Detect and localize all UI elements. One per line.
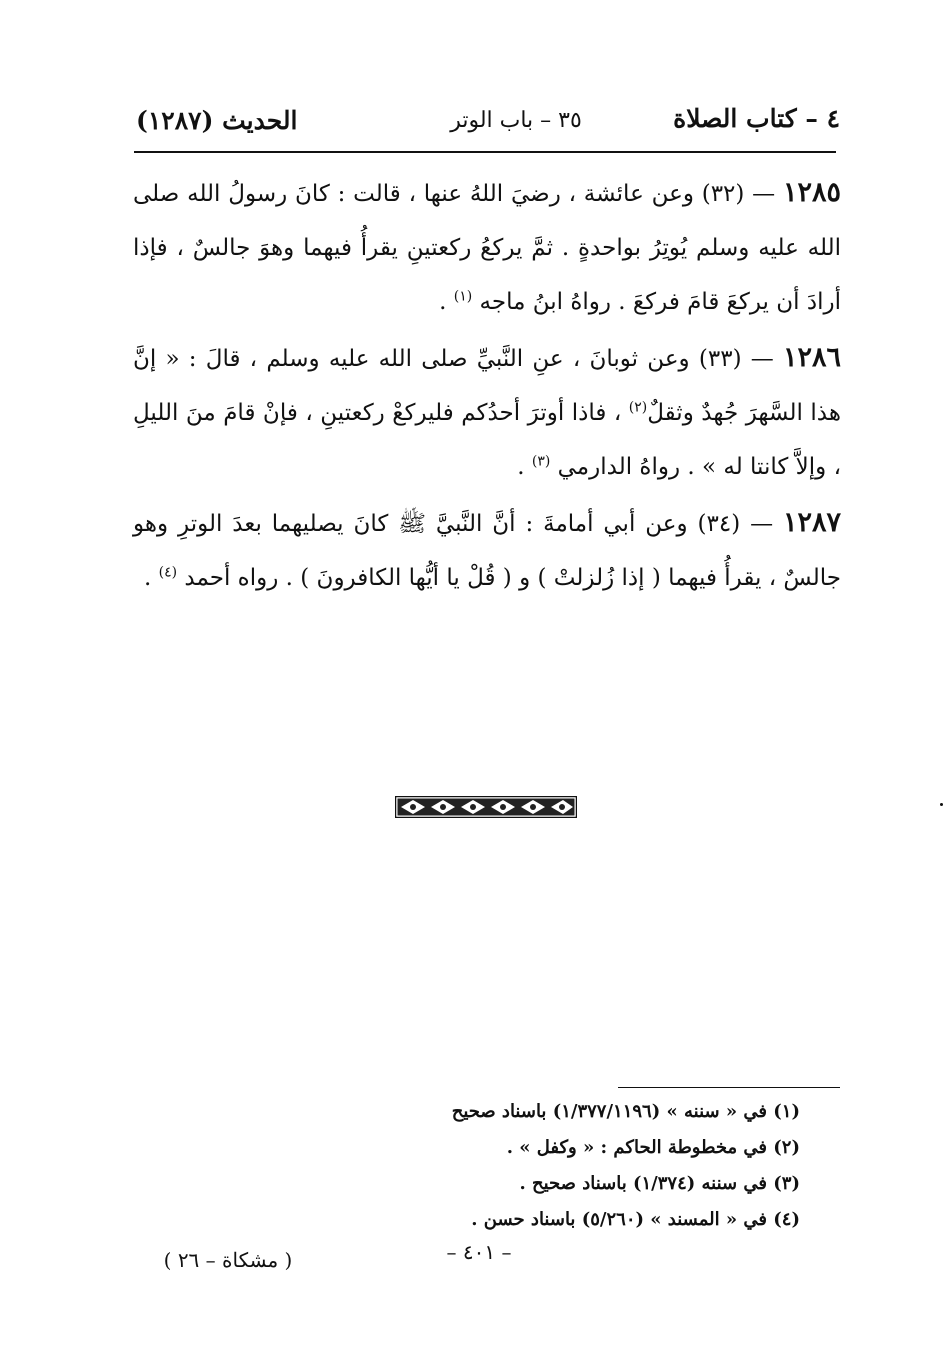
- running-header: [136, 98, 840, 144]
- page-speck: [940, 803, 943, 806]
- hadith-1286: [133, 331, 841, 494]
- footnote-4: (٤) في « المسند » (٥/٢٦٠) باسناد حسن .: [471, 1209, 800, 1230]
- hadith-tail: .: [517, 454, 532, 480]
- signature-mark: ( مشكاة – ٢٦ ): [163, 1248, 293, 1272]
- page-number: – ٤٠١ –: [446, 1240, 512, 1264]
- header-rule: [134, 151, 836, 153]
- hadith-number: ١٢٨٧: [782, 507, 841, 538]
- hadith-tail: .: [143, 565, 159, 591]
- footnote-1: (١) في « سننه » (١/٣٧٧/١١٩٦) باسناد صحيح: [451, 1101, 800, 1122]
- footnote-ref: (٤): [158, 564, 178, 581]
- hadith-tail: .: [439, 289, 454, 315]
- footnote-2: (٢) في مخطوطة الحاكم : « وكفل » .: [506, 1137, 800, 1158]
- hadith-1287: [133, 496, 841, 605]
- hadith-tail: ، فاذا أوترَ أحدُكم فليركعْ ركعتينِ ، فإنْ قامَ منَ الليلِ ، وإلاَّ كانتا له » . رواهُ الدارمي: [133, 400, 841, 480]
- hadith-text: — (٣٤) وعن أبي أمامةَ : أنَّ النَّبيَّ ﷺ كانَ يصليهما بعدَ الوترِ وهو جالسٌ ، يقرأُ فيهما ( إذا زُلزلتْ ) و ( قُلْ يا أيُّها الكافرونَ ) . رواه أحمد: [133, 511, 841, 591]
- header-section-title: ٣٥ – باب الوتر: [450, 108, 582, 133]
- footnote-rule: [618, 1087, 840, 1088]
- header-chapter-title: ٤ – كتاب الصلاة: [673, 104, 840, 133]
- footnote-ref: (١): [453, 288, 473, 305]
- hadith-number: ١٢٨٥: [782, 177, 841, 208]
- hadith-number: ١٢٨٦: [782, 342, 841, 373]
- footnote-ref: (٢): [628, 399, 648, 416]
- footnote-3: (٣) في سننه (١/٣٧٤) باسناد صحيح .: [519, 1173, 800, 1194]
- hadith-text: — (٣٢) وعن عائشة ، رضيَ اللهُ عنها ، قالت : كانَ رسولُ الله صلى الله عليه وسلم يُوتِرُ بواحدةٍ . ثمَّ يركعُ ركعتينِ يقرأُ فيهما وهوَ جالسٌ ، فإذا أرادَ أن يركعَ قامَ فركعَ . رواهُ ابنُ ماجه: [133, 181, 841, 315]
- footnote-ref: (٣): [531, 453, 551, 470]
- hadith-1285: [133, 166, 841, 329]
- main-text: [133, 166, 841, 607]
- ornamental-divider-icon: [395, 796, 577, 818]
- footnotes: [380, 1094, 800, 1238]
- hadith-text: — (٣٣) وعن ثوبانَ ، عنِ النَّبيِّ صلى الله عليه وسلم ، قالَ : « إنَّ هذا السَّهرَ جُهدٌ وثقلٌ: [133, 346, 841, 426]
- header-hadith-range: الحديث (١٢٨٧): [136, 106, 298, 135]
